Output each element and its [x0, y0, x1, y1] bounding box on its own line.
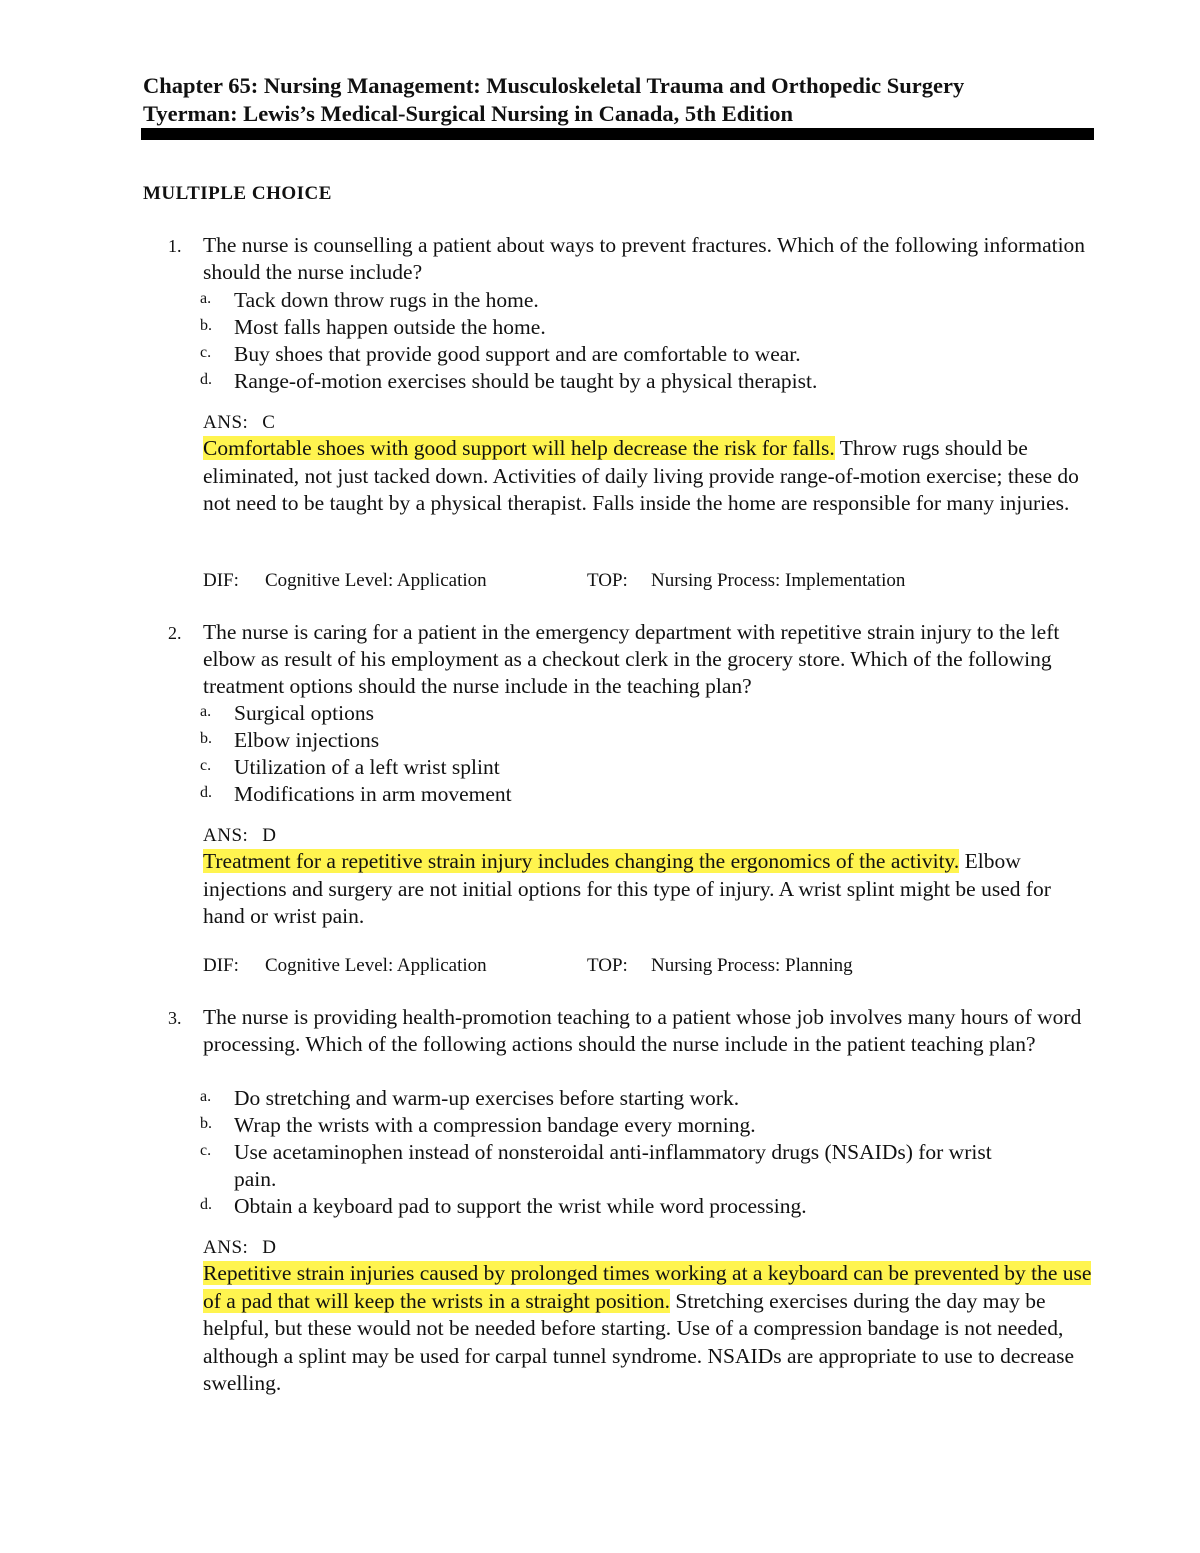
answer-label: ANS:	[203, 825, 249, 846]
answer-key	[203, 1237, 277, 1259]
option-c	[0, 754, 1200, 781]
option-b	[0, 1112, 1200, 1139]
option-text: Modifications in arm movement	[234, 782, 512, 806]
option-letter: a.	[200, 290, 212, 307]
document-header	[143, 72, 1103, 128]
answer-options	[0, 287, 1200, 395]
book-title: Tyerman: Lewis’s Medical-Surgical Nursing in Canada, 5th Edition	[143, 101, 794, 126]
option-letter: c.	[200, 757, 212, 774]
option-text: Range-of-motion exercises should be taught by a physical therapist.	[234, 369, 818, 393]
option-b	[0, 314, 1200, 341]
answer-key	[203, 412, 275, 434]
option-d	[0, 1193, 1200, 1220]
topic-value: Nursing Process: Implementation	[651, 570, 906, 591]
rationale-highlight: Repetitive strain injuries caused by prolonged times working at a keyboard can be prevented by the use of a pad that will keep the wrists in a straight position.	[203, 1261, 1092, 1313]
question-number: 3.	[168, 1008, 182, 1028]
option-letter: c.	[200, 344, 212, 361]
question-number: 1.	[168, 236, 182, 256]
answer-options	[0, 1085, 1200, 1220]
chapter-title: Chapter 65: Nursing Management: Musculoskeletal Trauma and Orthopedic Surgery	[143, 73, 965, 98]
question-number: 2.	[168, 623, 182, 643]
question-metadata	[203, 955, 853, 977]
answer-value: C	[262, 412, 276, 433]
question-metadata	[203, 570, 905, 592]
option-letter: b.	[200, 1115, 212, 1132]
answer-label: ANS:	[203, 412, 249, 433]
answer-rationale	[203, 1260, 1098, 1398]
option-text: Surgical options	[234, 701, 374, 725]
answer-label: ANS:	[203, 1237, 249, 1258]
rationale-text: Elbow injections and surgery are not initial options for this type of injury. A wrist splint might be used for hand or wrist pain.	[203, 849, 1051, 928]
header-divider	[141, 128, 1094, 140]
option-letter: a.	[200, 703, 212, 720]
rationale-highlight: Treatment for a repetitive strain injury includes changing the ergonomics of the activity.	[203, 849, 960, 873]
rationale-text: Stretching exercises during the day may be helpful, but these would not be needed before starting. Use of a compression bandage is not needed, although a splint may be used for carpal tunnel syndrome. NSAIDs are appropriate to use to decrease swelling.	[203, 1288, 1075, 1395]
option-letter: d.	[200, 1196, 212, 1213]
option-text: Elbow injections	[234, 728, 380, 752]
question-stem: The nurse is counselling a patient about ways to prevent fractures. Which of the following information should the nurse include?	[203, 233, 1086, 284]
option-letter: b.	[200, 730, 212, 747]
answer-options	[0, 700, 1200, 808]
question-stem: The nurse is providing health-promotion teaching to a patient whose job involves many hours of word processing. Which of the following actions should the nurse include in the patient teaching plan?	[203, 1005, 1082, 1056]
option-d	[0, 368, 1200, 395]
option-c	[0, 1139, 1200, 1193]
option-text: Do stretching and warm-up exercises before starting work.	[234, 1086, 740, 1110]
option-letter: b.	[200, 317, 212, 334]
rationale-highlight: Comfortable shoes with good support will help decrease the risk for falls.	[203, 436, 835, 460]
answer-key	[203, 825, 277, 847]
option-text: Utilization of a left wrist splint	[234, 755, 500, 779]
option-text: Wrap the wrists with a compression bandage every morning.	[234, 1113, 756, 1137]
topic-label: TOP:	[587, 570, 628, 591]
option-text: Use acetaminophen instead of nonsteroidal anti-inflammatory drugs (NSAIDs) for wrist pain.	[234, 1140, 992, 1191]
option-letter: a.	[200, 1088, 212, 1105]
difficulty-label: DIF:	[203, 570, 239, 591]
answer-rationale	[203, 848, 1098, 931]
option-d	[0, 781, 1200, 808]
option-letter: d.	[200, 784, 212, 801]
answer-value: D	[262, 825, 277, 846]
option-letter: d.	[200, 371, 212, 388]
answer-rationale	[203, 435, 1098, 518]
option-a	[0, 700, 1200, 727]
option-text: Most falls happen outside the home.	[234, 315, 546, 339]
topic-value: Nursing Process: Planning	[651, 955, 853, 976]
option-b	[0, 727, 1200, 754]
topic-label: TOP:	[587, 955, 628, 976]
difficulty-value: Cognitive Level: Application	[265, 955, 487, 976]
option-a	[0, 287, 1200, 314]
option-text: Obtain a keyboard pad to support the wrist while word processing.	[234, 1194, 807, 1218]
option-c	[0, 341, 1200, 368]
difficulty-value: Cognitive Level: Application	[265, 570, 487, 591]
option-letter: c.	[200, 1142, 212, 1159]
difficulty-label: DIF:	[203, 955, 239, 976]
option-text: Tack down throw rugs in the home.	[234, 288, 539, 312]
answer-value: D	[262, 1237, 277, 1258]
question-stem: The nurse is caring for a patient in the emergency department with repetitive strain injury to the left elbow as result of his employment as a checkout clerk in the grocery store. Which of the following treatment options should the nurse include in the teaching plan?	[203, 620, 1060, 698]
option-text: Buy shoes that provide good support and are comfortable to wear.	[234, 342, 801, 366]
rationale-text: Throw rugs should be eliminated, not just tacked down. Activities of daily living provide range-of-motion exercise; these do not need to be taught by a physical therapist. Falls inside the home are responsible for many injuries.	[203, 436, 1079, 515]
section-heading: MULTIPLE CHOICE	[143, 183, 332, 204]
option-a	[0, 1085, 1200, 1112]
